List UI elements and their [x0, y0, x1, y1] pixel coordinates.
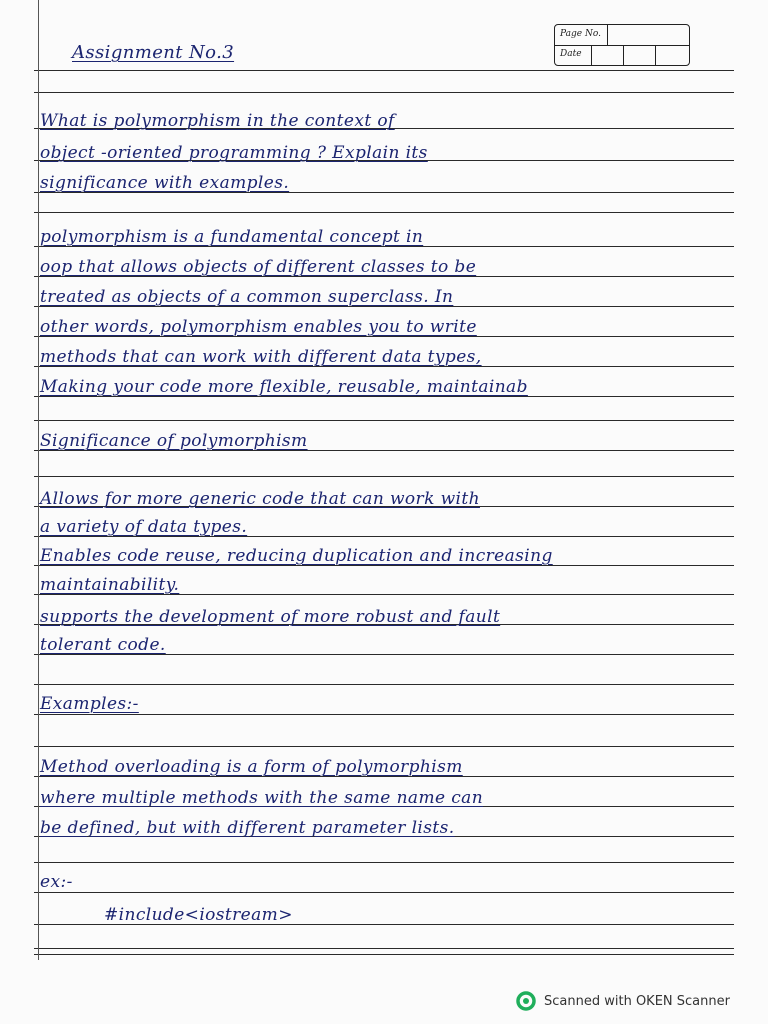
- definition-line-1: polymorphism is a fundamental concept in: [40, 227, 424, 247]
- significance-line-3: Enables code reuse, reducing duplication and increasing: [40, 546, 553, 566]
- definition-line-4: other words, polymorphism enables you to write: [40, 317, 477, 337]
- example-line-3: be defined, but with different parameter lists.: [40, 818, 455, 838]
- page-no-row: [555, 25, 689, 46]
- ruled-line: [34, 70, 734, 71]
- margin-line: [38, 0, 39, 960]
- example-line-1: Method overloading is a form of polymorphism: [40, 757, 463, 777]
- page-no-label: Page No.: [560, 29, 601, 39]
- ruled-line: [34, 714, 734, 715]
- ruled-line: [34, 92, 734, 93]
- date-row: [555, 45, 689, 65]
- significance-line-4: maintainability.: [40, 575, 180, 595]
- ruled-line: [34, 954, 734, 955]
- examples-heading: Examples:-: [40, 694, 139, 714]
- ruled-line: [34, 746, 734, 747]
- significance-heading: Significance of polymorphism: [40, 431, 308, 451]
- question-line-1: What is polymorphism in the context of: [40, 111, 395, 131]
- definition-line-3: treated as objects of a common superclass. In: [40, 287, 454, 307]
- significance-line-1: Allows for more generic code that can work with: [40, 489, 480, 509]
- ex-label: ex:-: [40, 872, 73, 892]
- scanner-logo-icon: [516, 991, 536, 1011]
- ruled-line: [34, 476, 734, 477]
- assignment-title: Assignment No.3: [72, 42, 235, 63]
- ruled-line: [34, 684, 734, 685]
- definition-line-6: Making your code more flexible, reusable, maintainab: [40, 377, 528, 397]
- ruled-line: [34, 212, 734, 213]
- page-date-box: [554, 24, 690, 66]
- ruled-line: [34, 862, 734, 863]
- definition-line-5: methods that can work with different data types,: [40, 347, 482, 367]
- significance-line-6: tolerant code.: [40, 635, 166, 655]
- scanner-watermark: [516, 990, 730, 1012]
- question-line-3: significance with examples.: [40, 173, 290, 193]
- date-label: Date: [560, 49, 582, 59]
- code-line: #include<iostream>: [104, 905, 293, 925]
- significance-line-5: supports the development of more robust and fault: [40, 607, 501, 627]
- example-line-2: where multiple methods with the same name can: [40, 788, 484, 808]
- question-line-2: object -oriented programming ? Explain its: [40, 143, 428, 163]
- significance-line-2: a variety of data types.: [40, 517, 248, 537]
- scanner-text: Scanned with OKEN Scanner: [544, 993, 730, 1009]
- ruled-line: [34, 420, 734, 421]
- definition-line-2: oop that allows objects of different classes to be: [40, 257, 477, 277]
- ruled-line: [34, 948, 734, 949]
- ruled-line: [34, 892, 734, 893]
